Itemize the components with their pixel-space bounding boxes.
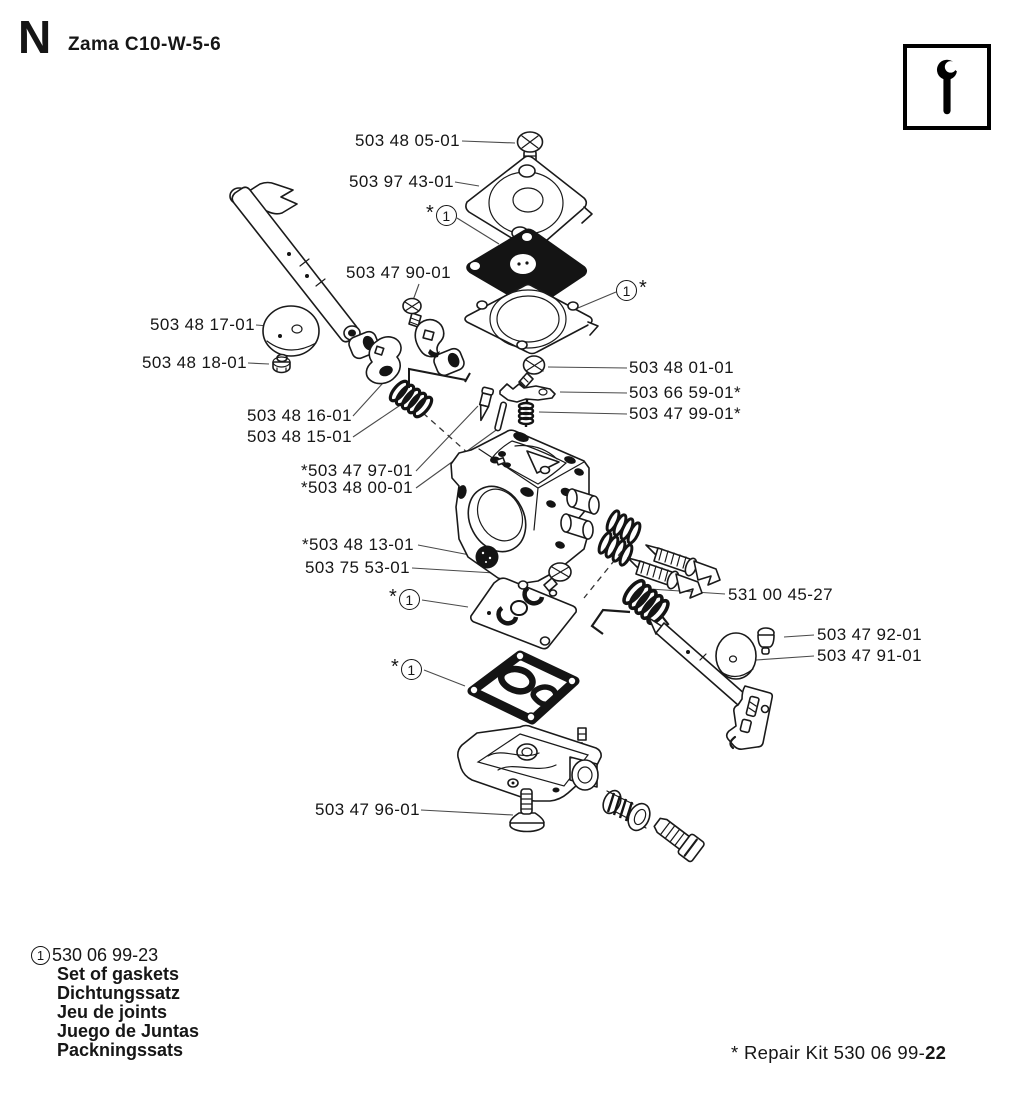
part-shaft-nut [758,628,774,654]
asterisk: * [391,656,399,678]
part-cover-screw [519,356,545,388]
model-title: Zama C10-W-5-6 [68,34,222,55]
callout-cover-screw: 503 48 01-01 [629,358,734,377]
repair-kit-note [731,1042,946,1064]
part-lever-spring [387,369,470,419]
part-welch-plug [476,546,499,569]
legend-description-fr: Jeu de joints [57,1002,168,1022]
asterisk: * [426,202,434,224]
repair-kit-number-bold: 22 [925,1042,947,1063]
callout-body-screw: 503 75 53-01 [305,558,410,577]
callout-lever-pin: *503 48 00-01 [300,478,413,497]
callout-disc: 503 48 17-01 [150,315,255,334]
part-throttle-plate [716,633,756,679]
part-nut [273,355,290,373]
part-choke-lever [415,320,443,358]
circled-one-marker: 1 [616,280,637,301]
callout-needle-kit: 531 00 45-27 [728,585,833,604]
callout-metering-lever: 503 66 59-01* [629,383,742,402]
part-carburetor-body [451,430,599,584]
circled-one-marker: 1 [31,946,50,965]
callout-nut: 503 48 18-01 [142,353,247,372]
legend-description-sv: Packningssats [57,1040,184,1060]
callout-shaft-nut: 503 47 92-01 [817,625,922,644]
circled-one-marker: 1 [399,589,420,610]
part-disc [263,306,319,356]
circled-one-marker: 1 [436,205,457,226]
legend-description-de: Dichtungssatz [57,983,181,1003]
callout-pump-cover: 503 97 43-01 [349,172,454,191]
gasket-set-part-number: 530 06 99-23 [52,945,159,965]
callout-needle-valve: *503 47 97-01 [300,461,413,480]
part-inlet-needle [475,387,494,422]
part-idle-screw [403,299,421,328]
repair-kit-text: * Repair Kit 530 06 99- [731,1042,926,1063]
callout-gasket-marker-right [616,277,647,301]
callout-throttle-plate: 503 47 91-01 [817,646,922,665]
part-slotted-screw [650,813,705,863]
callout-gasket-marker-top [426,202,457,226]
gasket-set-legend [31,946,199,1060]
asterisk: * [389,586,397,608]
part-gasket-ring [465,285,598,354]
callout-pump-screw: 503 47 96-01 [315,800,420,819]
part-pump-diaphragm-plate [471,578,576,648]
part-needle-springs [597,509,643,566]
callout-metering-spring: 503 47 99-01* [629,404,742,423]
callout-idle-screw: 503 47 90-01 [346,263,451,282]
callout-screw-top: 503 48 05-01 [355,131,460,150]
part-lever-pin [494,402,506,431]
part-pump-gasket [470,652,576,721]
asterisk: * [639,277,647,299]
callout-gasket-marker-plate [389,586,420,610]
legend-description-en: Set of gaskets [57,964,180,984]
callout-lever-spring: 503 48 15-01 [247,427,352,446]
legend-description-es: Juego de Juntas [57,1021,200,1041]
callout-gasket-marker-gasket [391,656,422,680]
part-metering-spring [519,399,533,427]
circled-one-marker: 1 [401,659,422,680]
callout-welch-plug: *503 48 13-01 [301,535,414,554]
part-pump-spring [600,788,654,834]
callout-throttle-lever: 503 48 16-01 [247,406,352,425]
section-letter: N [18,11,53,63]
